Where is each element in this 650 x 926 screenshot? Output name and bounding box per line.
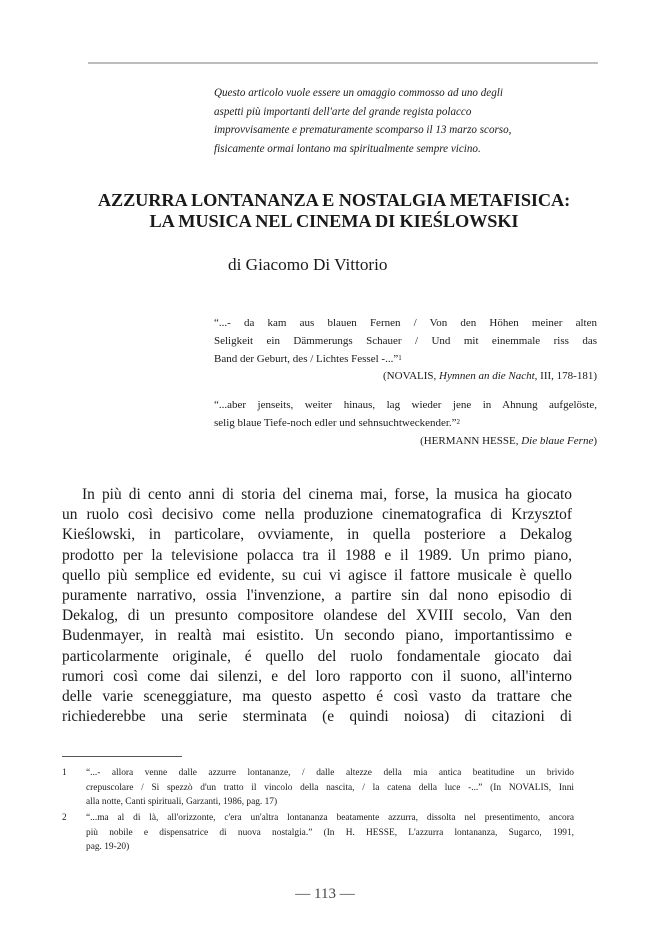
dedication bbox=[214, 84, 596, 158]
title-line: AZZURRA LONTANANZA E NOSTALGIA METAFISICA: bbox=[97, 190, 571, 210]
page-number: — 113 — bbox=[295, 886, 355, 902]
epigraph-text: selig blaue Tiefe-noch edler und sehnsuchtweckender.” bbox=[214, 416, 457, 429]
cite-title: Die blaue Ferne bbox=[521, 434, 594, 447]
epigraph-citation bbox=[214, 433, 597, 451]
dedication-line: fisicamente ormai lontano ma spiritualmente sempre vicino. bbox=[214, 142, 481, 155]
epigraph-novalis bbox=[214, 315, 597, 386]
epigraph-text: Band der Geburt, des / Lichtes Fessel -...” bbox=[214, 352, 399, 365]
footnote-ref: 2 bbox=[456, 417, 461, 426]
footnote-number: 2 bbox=[62, 813, 67, 823]
body-line: Kieślowski, in particolare, ovviamente, in quella posteriore a Dekalog bbox=[62, 526, 572, 544]
footnote-number: 1 bbox=[62, 768, 67, 778]
body-line: un ruolo così decisivo come nella produzione cinematografica di Krzysztof bbox=[62, 506, 572, 524]
title-line: LA MUSICA NEL CINEMA DI KIEŚLOWSKI bbox=[149, 211, 519, 231]
epigraph-line: Seligkeit ein Dämmerungs Schauer / Und mit einemmale riss das bbox=[214, 334, 597, 347]
dedication-line: Questo articolo vuole essere un omaggio commosso ad uno degli bbox=[214, 87, 503, 99]
cite-title: Hymnen an die Nacht bbox=[439, 370, 535, 383]
dedication-line: aspetti più importanti dell'arte del grande regista polacco bbox=[214, 105, 472, 118]
footnote-line: “...ma al di là, all'orizzonte, c'era un'altra lontananza beatamente azzurra, dissolta nel presentimento, ancora bbox=[86, 813, 574, 823]
footnote-line: più nobile e dispensatrice di nuova nostalgia.” (In H. HESSE, L'azzurra lontananza, Sugarco, 1991, bbox=[86, 827, 574, 838]
cite-post: , III, 178-181) bbox=[534, 370, 597, 383]
footnote-text bbox=[86, 811, 574, 855]
body-line: prodotto per la televisione polacca tra il 1988 e il 1989. Un primo piano, bbox=[62, 546, 572, 564]
author-byline: di Giacomo Di Vittorio bbox=[228, 255, 388, 274]
top-rule bbox=[88, 62, 598, 64]
article-title bbox=[40, 190, 628, 232]
body-line: Dekalog, di un presunto compositore olandese del XVIII secolo, Van den bbox=[62, 607, 572, 625]
epigraph-hesse bbox=[214, 397, 597, 450]
footnote-line: alla notte, Canti spirituali, Garzanti, 1986, pag. 17) bbox=[86, 797, 278, 807]
body-line: richiederebbe una serie sterminata (e quindi noiosa) di citazioni di bbox=[62, 708, 572, 726]
body-line: particolarmente originale, é quello del ruolo fondamentale giocato dai bbox=[62, 647, 572, 665]
dedication-line: improvvisamente e prematuramente scomparso il 13 marzo scorso, bbox=[214, 124, 512, 136]
body-line: delle varie sceneggiature, ma questo aspetto é così vasto da trattare che bbox=[62, 688, 572, 706]
epigraph-line-last bbox=[214, 415, 597, 433]
footnote-line: pag. 19-20) bbox=[86, 842, 130, 852]
cite-post: ) bbox=[593, 434, 597, 447]
cite-pre: (NOVALIS, bbox=[383, 370, 440, 383]
body-paragraph bbox=[62, 485, 572, 727]
body-line: puramente narrativo, ossia l'invenzione, a partire sin dal nono episodio di bbox=[62, 587, 572, 605]
epigraph-line: “...- da kam aus blauen Fernen / Von den Höhen meiner alten bbox=[214, 317, 597, 329]
body-line: rumori così come dai silenzi, e del loro rapporto con il suono, all'interno bbox=[62, 667, 572, 685]
epigraph-line-last bbox=[214, 351, 597, 369]
body-line: In più di cento anni di storia del cinema mai, forse, la musica ha giocato bbox=[82, 486, 572, 503]
footnote-line: “...- allora venne dalle azzurre lontananze, / dalle altezze della mia antica beatitudine un brivido bbox=[86, 768, 574, 778]
cite-pre: (HERMANN HESSE, bbox=[420, 434, 522, 447]
footnote-rule bbox=[62, 756, 182, 757]
footnote-ref: 1 bbox=[398, 353, 402, 362]
body-line: quello più semplice ed evidente, su cui vi agisce il fattore musicale è quello bbox=[62, 566, 572, 584]
footnote-text bbox=[86, 766, 574, 810]
epigraph-line: “...aber jenseits, weiter hinaus, lag wieder jene in Ahnung aufgelöste, bbox=[214, 399, 597, 411]
epigraph-citation bbox=[214, 368, 597, 386]
footnote-line: crepuscolare / Si spezzò d'un tratto il vincolo della nascita, / la catena della luce -...” (In NOVALIS, Inni bbox=[86, 782, 574, 793]
body-line: Budenmayer, in realtà mai esistito. Un secondo piano, importantissimo e bbox=[62, 627, 572, 645]
